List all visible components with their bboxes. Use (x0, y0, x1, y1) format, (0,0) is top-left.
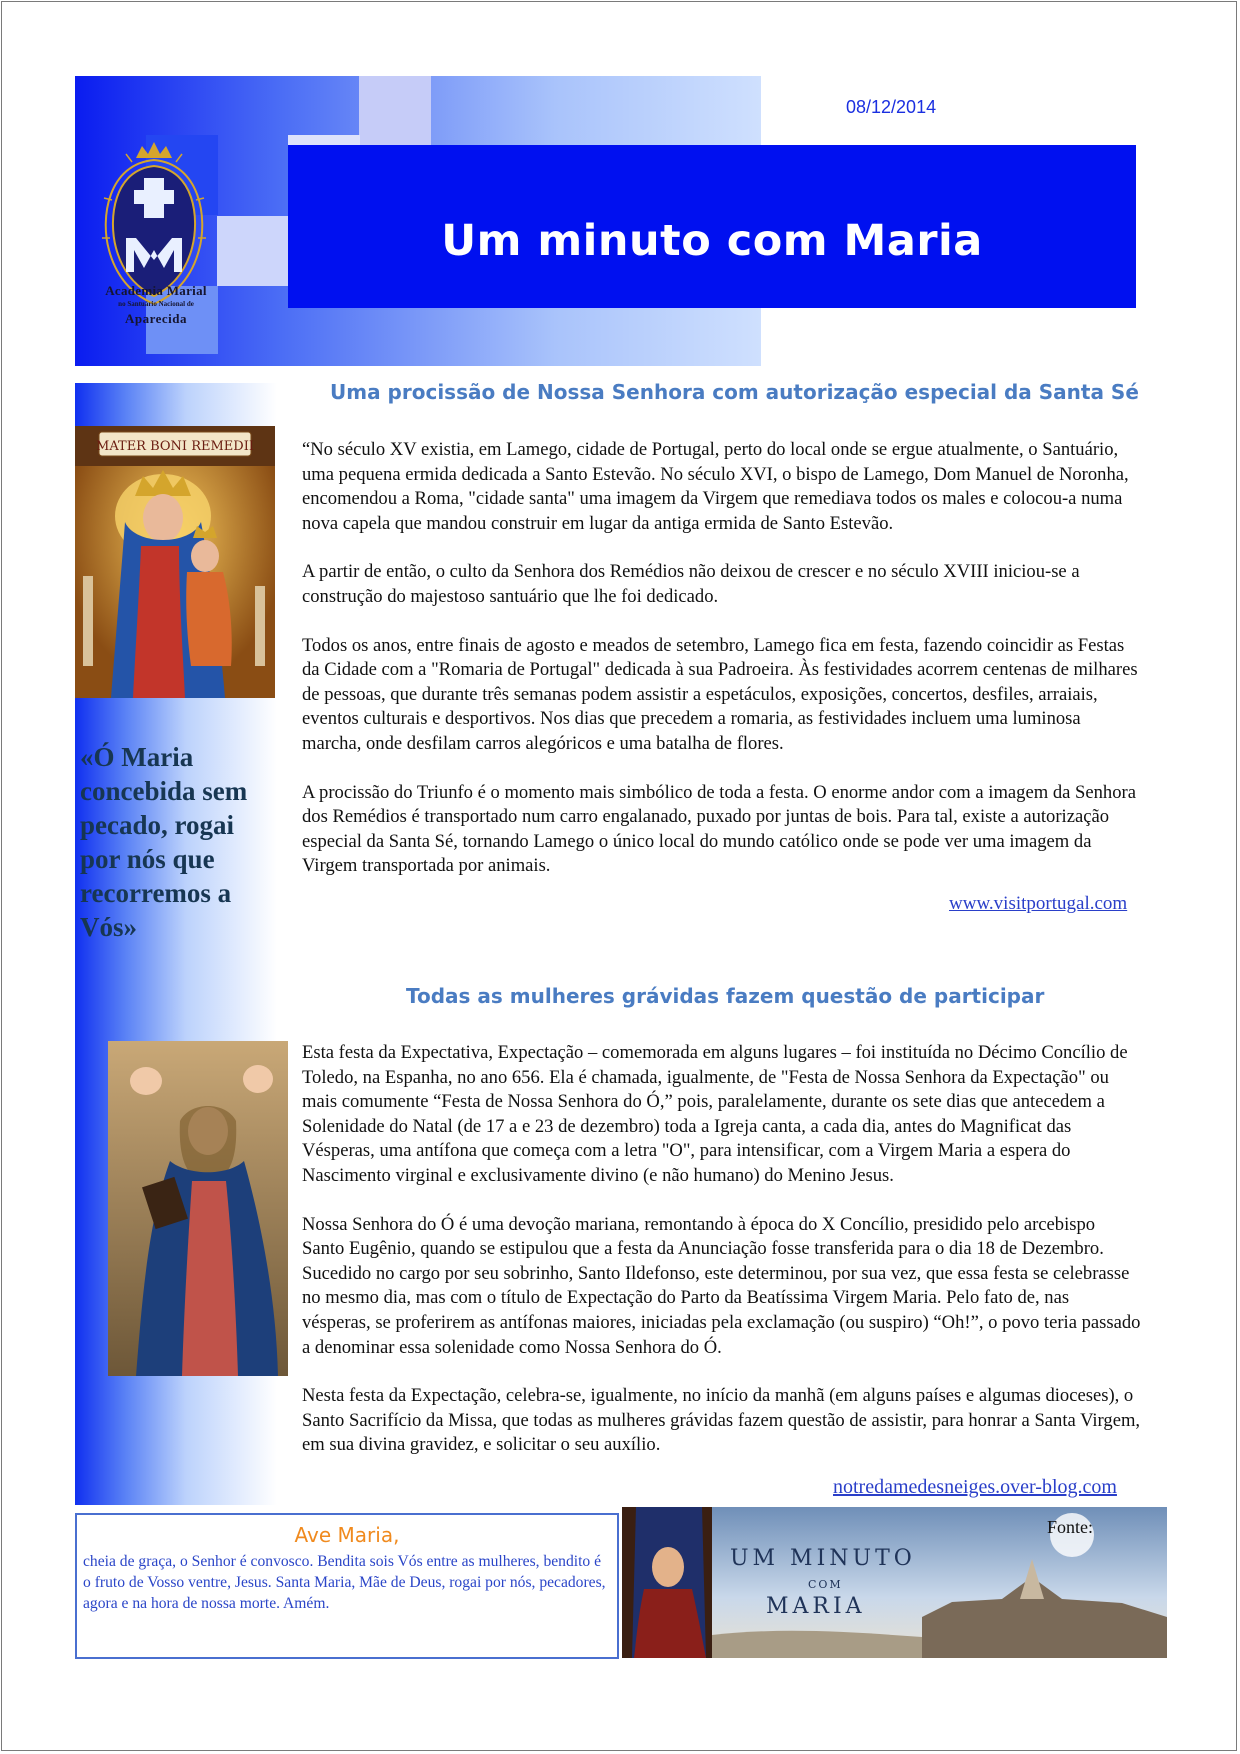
article-1-paragraph: A procissão do Triunfo é o momento mais simbólico de toda a festa. O enorme andor com a imagem da Senhora dos Remédios é transportado num carro engalanado, puxado por juntas de bois. Para tal, existe a autorização especial da Santa Sé, tornando Lamego o único local do mundo católico onde se pode ver uma imagem da Virgem transportada por animais. (302, 781, 1136, 877)
article-1-paragraph: Todos os anos, entre finais de agosto e meados de setembro, Lamego fica em festa, fazendo coincidir as Festas da Cidade com a "Romaria de Portugal" dedicada à sua Padroeira. Às festividades acorrem centenas de milhares de pessoas, que durante três semanas podem assistir a espetáculos, exposições, concertos, desfiles, arraiais, eventos culturais e desportivos. Nos dias que precedem a romaria, as festividades incluem uma luminosa marcha, onde desfilam carros alegóricos e uma batalha de flores. (302, 634, 1138, 754)
pregnant-virgin-mary-painting (108, 1041, 288, 1376)
header-decor-square (359, 76, 431, 145)
logo-caption (82, 283, 230, 327)
banner-title-line-3: MARIA (766, 1594, 866, 1619)
article-2-source-link[interactable]: notredamedesneiges.over-blog.com (833, 1476, 1117, 1498)
painting-caption: MATER BONI REMEDII (96, 439, 254, 454)
article-2-paragraph: Nossa Senhora do Ó é uma devoção mariana, remontando à época do X Concílio, presidido pelo arcebispo Santo Eugênio, quando se estipulou que a festa da Anunciação fosse transferida para o dia 18 de Dezembro. Sucedido no cargo por seu sobrinho, Santo Ildefonso, este determinou, por sua vez, que essa festa se celebrasse no mesmo dia, mas com o título de Expectação do Parto da Beatíssima Virgem Maria. Pelo fato de, nas vésperas, se proferirem as antífonas maiores, iniciadas pela exclamação (ou suspiro) “Oh!”, o povo teria passado a denominar essa solenidade como Nossa Senhora do Ó. (302, 1213, 1141, 1358)
article-1-paragraph: “No século XV existia, em Lamego, cidade de Portugal, perto do local onde se ergue atualmente, o Santuário, uma pequena ermida dedicada a Santo Estevão. No século XVI, o bispo de Lamego, Dom Manuel de Noronha, encomendou a Roma, "cidade santa" uma imagem da Virgem que remediava todos os males e colocou-a numa nova capela que mandou construir em lugar da antiga ermida de Santo Estevão. (302, 439, 1129, 534)
logo-line-3: Aparecida (124, 311, 188, 326)
article-1-body (302, 438, 1142, 903)
logo-line-1: Academia Marial (105, 283, 207, 298)
logo-line-2: no Santuário Nacional de (118, 300, 194, 308)
article-2-body (302, 1041, 1142, 1482)
prayer-text: cheia de graça, o Senhor é convosco. Bendita sois Vós entre as mulheres, bendito é o fruto de Vosso ventre, Jesus. Santa Maria, Mãe de Deus, rogai por nós, pecadores, agora e na hora de nossa morte. Amém. (83, 1553, 606, 1612)
article-2-paragraph: Nesta festa da Expectação, celebra-se, igualmente, no início da manhã (em alguns países e algumas dioceses), o Santo Sacrifício da Missa, que todas as mulheres grávidas fazem questão de assistir, para honrar a Santa Virgem, em sua divina gravidez, e solicitar o seu auxílio. (302, 1385, 1141, 1456)
fonte-label: Fonte: (1047, 1517, 1094, 1537)
issue-date: 08/12/2014 (846, 97, 937, 117)
article-2-paragraph: Esta festa da Expectativa, Expectação – comemorada em alguns lugares – foi instituída no Décimo Concílio de Toledo, na Espanha, no ano 656. Ela é chamada, igualmente, de "Festa de Nossa Senhora da Expectação" ou mais comumente “Festa de Nossa Senhora do Ó,” pois, paralelamente, durante os sete dias que antecedem a Solenidade do Natal (de 17 a e 23 de dezembro) toda a Igreja canta, a cada dia, antes do Magnificat das Vésperas, uma antífona que começa com a letra "O", para intensificar, com a Virgem Maria a espera do Nascimento virginal e exclusivamente divino (e não humano) do Menino Jesus. (302, 1042, 1128, 1186)
mater-boni-remedii-painting (75, 426, 275, 698)
page-title: Um minuto com Maria (441, 215, 983, 266)
article-1-heading: Uma procissão de Nossa Senhora com autorização especial da Santa Sé (330, 380, 1139, 404)
marian-quote: «Ó Maria concebida sem pecado, rogai por nós que recorremos a Vós» (80, 742, 248, 942)
article-1-source-link[interactable]: www.visitportugal.com (949, 893, 1128, 914)
banner-title-line-2: COM (808, 1578, 843, 1591)
article-2-heading: Todas as mulheres grávidas fazem questão de participar (406, 984, 1045, 1008)
ave-maria-prayer-box (75, 1513, 619, 1659)
header-decor-square (217, 216, 289, 286)
banner-title-line-1: UM MINUTO (730, 1546, 916, 1571)
article-1-paragraph: A partir de então, o culto da Senhora dos Remédios não deixou de crescer e no século XVIII iniciou-se a construção do majestoso santuário que lhe foi dedicado. (302, 561, 1080, 607)
prayer-title: Ave Maria, (294, 1523, 400, 1547)
